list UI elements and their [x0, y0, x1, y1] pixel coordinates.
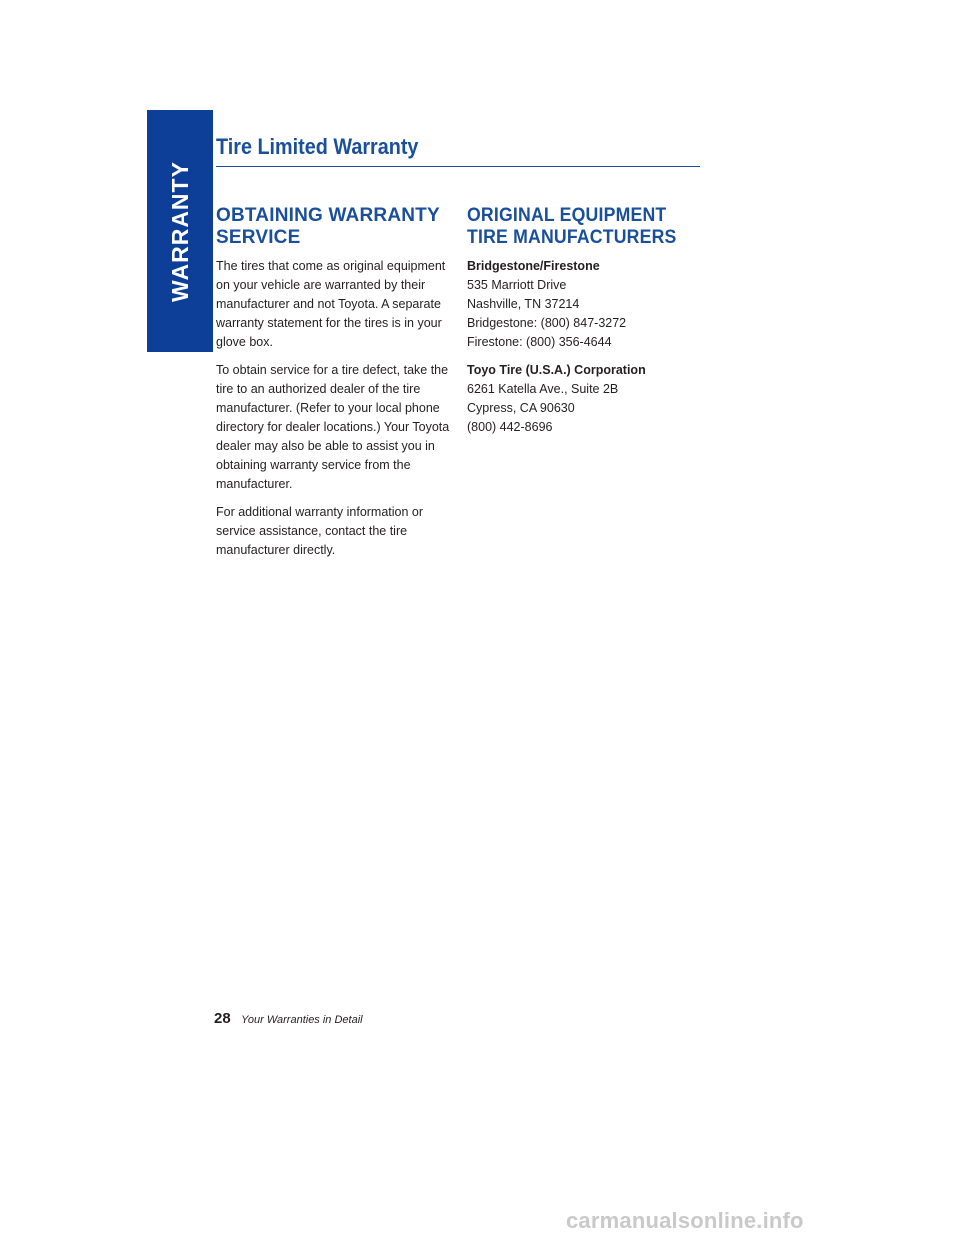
address-line: 6261 Katella Ave., Suite 2B [467, 382, 619, 396]
manufacturer-name: Bridgestone/Firestone [467, 259, 600, 273]
page-title: Tire Limited Warranty [216, 134, 419, 159]
side-tab-label-wrap [147, 110, 213, 352]
address-line: Cypress, CA 90630 [467, 401, 575, 415]
phone-line: Firestone: (800) 356-4644 [467, 335, 612, 349]
paragraph: To obtain service for a tire defect, take the tire to an authorized dealer of the tire manufacturer. (Refer to your local phone directory for dealer locations.) Your Toyota dealer may also be able to assist you in obtaining warranty service from the manufacturer. [216, 363, 450, 491]
side-tab-label: WARRANTY [166, 160, 193, 302]
section-heading-original-equipment [467, 205, 690, 249]
section-heading-obtaining-warranty-service [216, 205, 452, 249]
page-footer [214, 1010, 363, 1028]
address-line: Nashville, TN 37214 [467, 297, 580, 311]
heading-line-1: OBTAINING WARRANTY [216, 205, 440, 226]
left-column [216, 205, 452, 569]
side-tab [147, 110, 213, 352]
manufacturer-address-toyo [467, 361, 703, 437]
paragraph: For additional warranty information or service assistance, contact the tire manufacturer directly. [216, 505, 424, 557]
manufacturer-address-bridgestone [467, 257, 703, 352]
footer-section-title: Your Warranties in Detail [241, 1014, 363, 1026]
address-line: 535 Marriott Drive [467, 278, 567, 292]
paragraph: The tires that come as original equipment on your vehicle are warranted by their manufacturer and not Toyota. A separate warranty statement for the tires is in your glove box. [216, 259, 446, 349]
title-divider [216, 166, 700, 167]
heading-line-1: ORIGINAL EQUIPMENT [467, 205, 667, 226]
right-column [467, 205, 703, 446]
heading-line-2: TIRE MANUFACTURERS [467, 227, 677, 248]
manufacturer-name: Toyo Tire (U.S.A.) Corporation [467, 363, 646, 377]
phone-line: (800) 442-8696 [467, 420, 553, 434]
watermark: carmanualsonline.info [566, 1208, 804, 1233]
heading-line-2: SERVICE [216, 227, 301, 248]
phone-line: Bridgestone: (800) 847-3272 [467, 316, 627, 330]
page-number: 28 [214, 1010, 231, 1027]
